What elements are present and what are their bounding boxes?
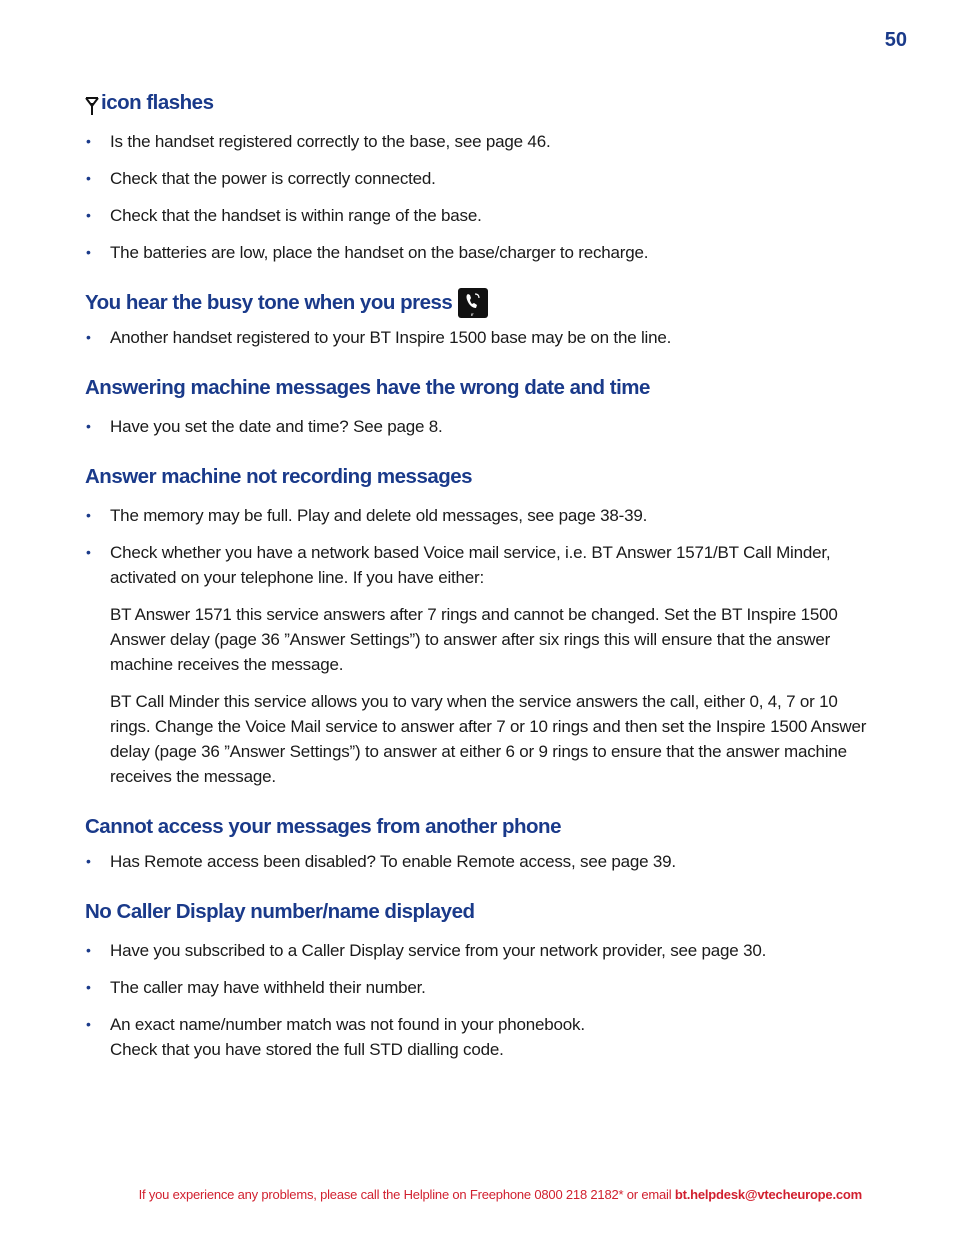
paragraph-bt-call-minder: BT Call Minder this service allows you to vary when the service answers the call, either 0, 4, 7 or 10 rings. Change the Voice Mail service to answer after 7 or 10 rings and then set the Inspire 1500 Answer delay (page 36 ”Answer Settings”) to answer at either 6 or 9 rings to ensure that the answer machine receives the message. [110,692,867,786]
section-heading [85,373,875,403]
section-heading-text: icon flashes [101,91,214,114]
section-heading-text: Cannot access your messages from another phone [85,815,561,838]
list-item-text: Check that the power is correctly connected. [110,169,436,188]
section-heading [85,288,875,318]
bullet-icon: • [86,507,91,523]
bullet-list [85,325,875,350]
section-heading-text: Answer machine not recording messages [85,465,473,488]
list-item [85,129,875,154]
helpline-footer [139,1187,862,1202]
svg-text:ᵣ: ᵣ [471,309,474,318]
list-item [85,240,875,265]
section-heading-text: You hear the busy tone when you press [85,291,453,314]
section-remote-access [85,812,875,874]
bullet-icon: • [86,133,91,149]
list-item-text-line2: Check that you have stored the full STD dialling code. [110,1040,504,1059]
list-item-text: An exact name/number match was not found in your phonebook. [110,1015,585,1034]
bullet-list [85,849,875,874]
page-number: 50 [884,29,907,51]
bullet-icon: • [86,207,91,223]
section-heading-text: No Caller Display number/name displayed [85,900,475,923]
section-heading [85,897,875,927]
list-item [85,849,875,874]
list-item [85,166,875,191]
bullet-list [85,129,875,265]
footer-text: If you experience any problems, please call the Helpline on Freephone 0800 218 2182* or email [138,1187,675,1202]
section-not-recording [85,462,875,789]
section-heading [85,462,875,492]
bullet-icon: • [86,853,91,869]
list-item-text: Have you subscribed to a Caller Display service from your network provider, see page 30. [110,941,767,960]
list-item-text: Has Remote access been disabled? To enable Remote access, see page 39. [110,852,676,871]
page-content [85,88,875,1062]
bullet-icon: • [86,170,91,186]
section-heading-text: Answering machine messages have the wrong date and time [85,376,650,399]
list-item-text: Check that the handset is within range of the base. [110,206,482,225]
list-item [85,503,875,528]
section-heading [85,88,875,118]
list-item-text: Have you set the date and time? See page 8. [110,417,443,436]
section-icon-flashes [85,88,875,265]
list-item-text: The batteries are low, place the handset on the base/charger to recharge. [110,243,649,262]
bullet-icon: • [86,244,91,260]
list-item [85,540,875,590]
list-item [85,938,875,963]
bullet-icon: • [86,1016,91,1032]
list-item [85,325,875,350]
bullet-icon: • [86,942,91,958]
list-item-text: Check whether you have a network based Voice mail service, i.e. BT Answer 1571/BT Call Minder, activated on your telephone line. If you have either: [110,543,831,587]
call-key-icon [458,288,488,318]
list-item-text: The memory may be full. Play and delete old messages, see page 38-39. [110,506,648,525]
section-wrong-date-time [85,373,875,439]
section-heading [85,812,875,842]
paragraph-bt-answer-1571: BT Answer 1571 this service answers after 7 rings and cannot be changed. Set the BT Inspire 1500 Answer delay (page 36 ”Answer Settings”) to answer after six rings this will ensure that the answer machine receives the message. [110,605,838,674]
bullet-icon: • [86,979,91,995]
list-item [85,975,875,1000]
list-item [85,414,875,439]
section-caller-display [85,897,875,1062]
bullet-list [85,938,875,1062]
list-item-text: The caller may have withheld their number. [110,978,426,997]
bullet-icon: • [86,544,91,560]
bullet-list [85,503,875,590]
footer-email-link[interactable]: bt.helpdesk@vtecheurope.com [674,1187,862,1202]
list-item [85,203,875,228]
bullet-icon: • [86,418,91,434]
bullet-list [85,414,875,439]
list-item [85,1012,875,1062]
bullet-icon: • [86,329,91,345]
section-busy-tone [85,288,875,350]
antenna-icon [85,94,99,112]
list-item-text: Is the handset registered correctly to the base, see page 46. [110,132,551,151]
list-item-text: Another handset registered to your BT Inspire 1500 base may be on the line. [110,328,672,347]
